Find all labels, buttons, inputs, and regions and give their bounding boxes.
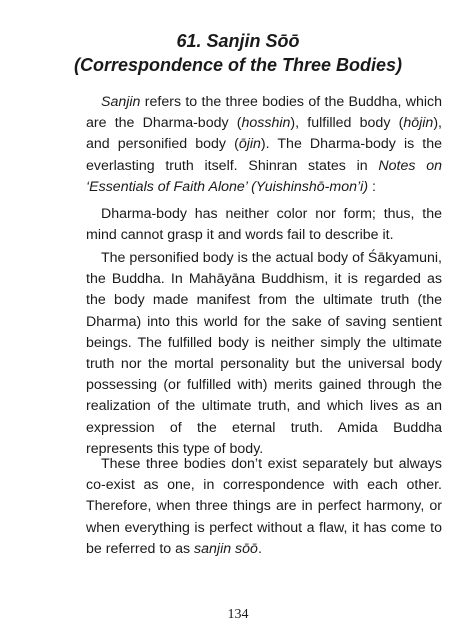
chapter-title: 61. Sanjin Sōō <box>176 31 300 51</box>
paragraph-1 <box>86 92 442 198</box>
page-number: 134 <box>227 607 249 622</box>
book-title-reference: Notes on ‘Essentials of Faith Alone’ (Yuishinshō-mon’i) <box>86 157 442 195</box>
text-span: ), and personified body ( <box>86 115 442 153</box>
text-span: ). The Dharma-body is the everlasting truth itself. Shinran states in <box>86 136 442 174</box>
term-sanjin: Sanjin <box>101 94 141 110</box>
paragraph-2-text: The personified body is the actual body of Śākyamuni, the Buddha. In Mahāyāna Buddhism, it is regarded as the body made manifest from the ultimate truth (the Dharma) into this world for the sake of saving sentient beings. The fulfilled body is neither simply the ultimate truth nor the mortal personality but the universal body possessing (or fulfilled with) merits gained through the realization of the ultimate truth, and which lives as an expression of the eternal truth. Amida Buddha represents this type of body. <box>86 250 442 457</box>
paragraph-2 <box>86 248 442 460</box>
text-span: refers to the three bodies of the Buddha, which are the Dharma-body ( <box>86 94 442 132</box>
paragraph-1-text <box>86 92 442 198</box>
text-span: . <box>257 540 262 557</box>
term-hojin: hōjin <box>403 115 434 132</box>
term-hosshin: hosshin <box>241 115 291 132</box>
text-span: ), fulfilled body ( <box>290 115 404 132</box>
text-span: : <box>368 178 376 195</box>
chapter-subtitle: (Correspondence of the Three Bodies) <box>73 55 403 75</box>
paragraph-3-text <box>86 454 442 560</box>
term-ojin: ōjin <box>238 136 261 153</box>
paragraph-3 <box>86 454 442 560</box>
text-span: These three bodies don’t exist separately but always co-exist as one, in correspondence with each other. Therefore, when three things are in perfect harmony, or when everything is perfect without a flaw, it has come to be referred to as <box>86 456 442 557</box>
quotation <box>86 204 442 246</box>
term-sanjin-soo: sanjin sōō <box>194 540 258 557</box>
quotation-text: Dharma-body has neither color nor form; thus, the mind cannot grasp it and words fail to describe it. <box>86 206 442 244</box>
